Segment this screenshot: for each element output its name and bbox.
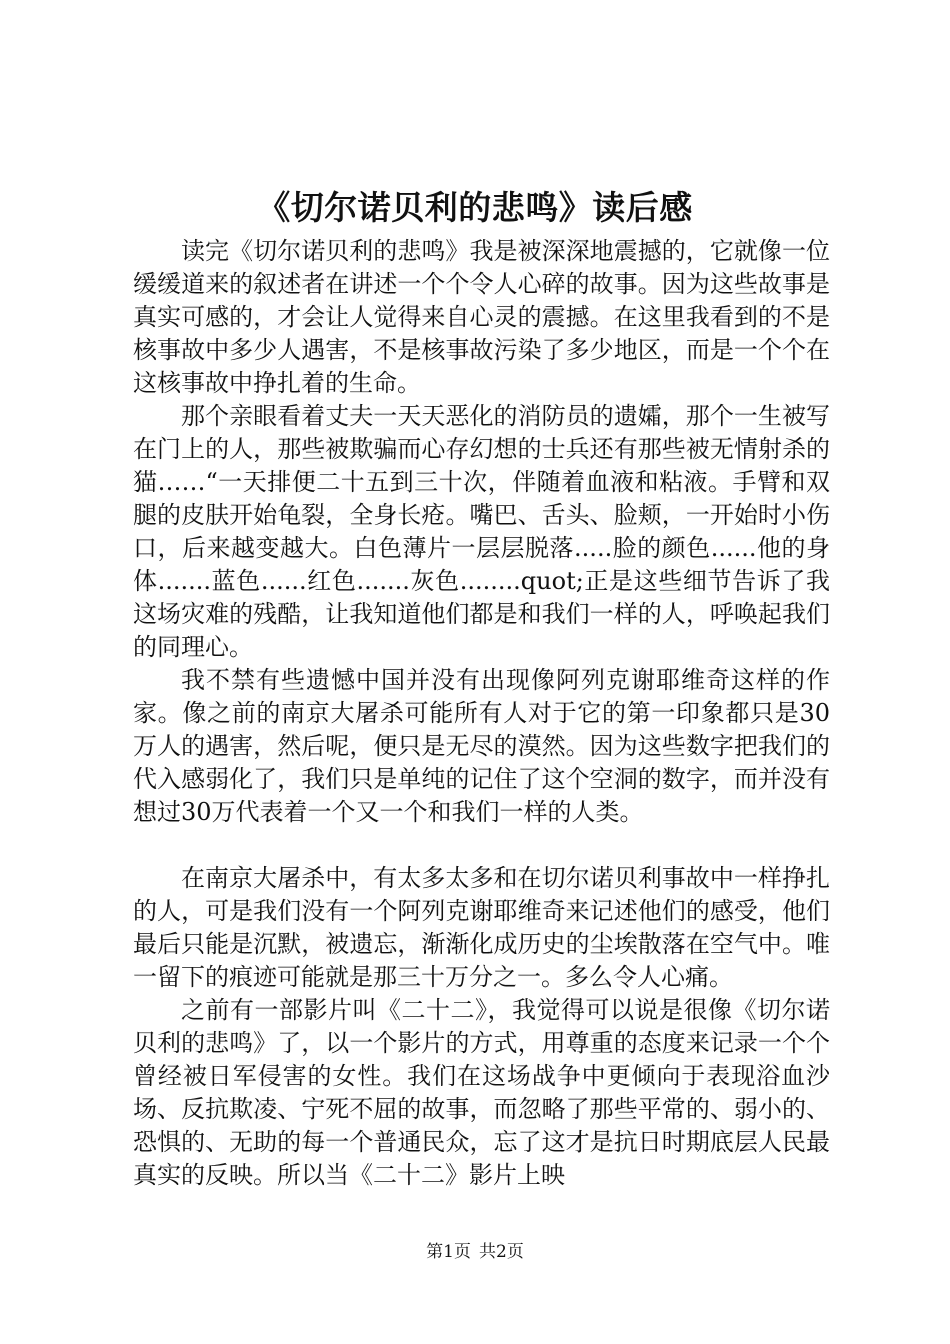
paragraph: 在南京大屠杀中，有太多太多和在切尔诺贝利事故中一样挣扎的人，可是我们没有一个阿列克谢耶维奇来记述他们的感受，他们最后只能是沉默，被遗忘，渐渐化成历史的尘埃散落在空气中。唯一留下的痕迹可能就是那三十万分之一。多么令人心痛。 [133, 864, 830, 991]
page-footer [0, 1240, 950, 1264]
page-number: 第1页 [426, 1242, 471, 1262]
paragraph: 我不禁有些遗憾中国并没有出现像阿列克谢耶维奇这样的作家。像之前的南京大屠杀可能所有人对于它的第一印象都只是30万人的遇害，然后呢，便只是无尽的漠然。因为这些数字把我们的代入感弱化了，我们只是单纯的记住了这个空洞的数字，而并没有想过30万代表着一个又一个和我们一样的人类。 [133, 666, 830, 826]
document-body [133, 235, 830, 1192]
paragraph: 读完《切尔诺贝利的悲鸣》我是被深深地震撼的，它就像一位缓缓道来的叙述者在讲述一个个令人心碎的故事。因为这些故事是真实可感的，才会让人觉得来自心灵的震撼。在这里我看到的不是核事故中多少人遇害，不是核事故污染了多少地区，而是一个个在这核事故中挣扎着的生命。 [133, 237, 830, 397]
paragraph: 之前有一部影片叫《二十二》，我觉得可以说是很像《切尔诺贝利的悲鸣》了，以一个影片的方式，用尊重的态度来记录一个个曾经被日军侵害的女性。我们在这场战争中更倾向于表现浴血沙场、反抗欺凌、宁死不屈的故事，而忽略了那些平常的、弱小的、恐惧的、无助的每一个普通民众，忘了这才是抗日时期底层人民最真实的反映。所以当《二十二》影片上映 [133, 996, 830, 1189]
document-title: 《切尔诺贝利的悲鸣》读后感 [257, 188, 693, 227]
page-total: 共2页 [479, 1242, 524, 1262]
paragraph: 那个亲眼看着丈夫一天天恶化的消防员的遗孀，那个一生被写在门上的人，那些被欺骗而心存幻想的士兵还有那些被无情射杀的猫……“一天排便二十五到三十次，伴随着血液和粘液。手臂和双腿的皮肤开始龟裂，全身长疮。嘴巴、舌头、脸颊，一开始时小伤口，后来越变越大。白色薄片一层层脱落.....脸的颜色......他的身体.......蓝色......红色.......灰色........quot;正是这些细节告诉了我这场灾难的残酷，让我知道他们都是和我们一样的人，呼唤起我们的同理心。 [133, 402, 830, 661]
